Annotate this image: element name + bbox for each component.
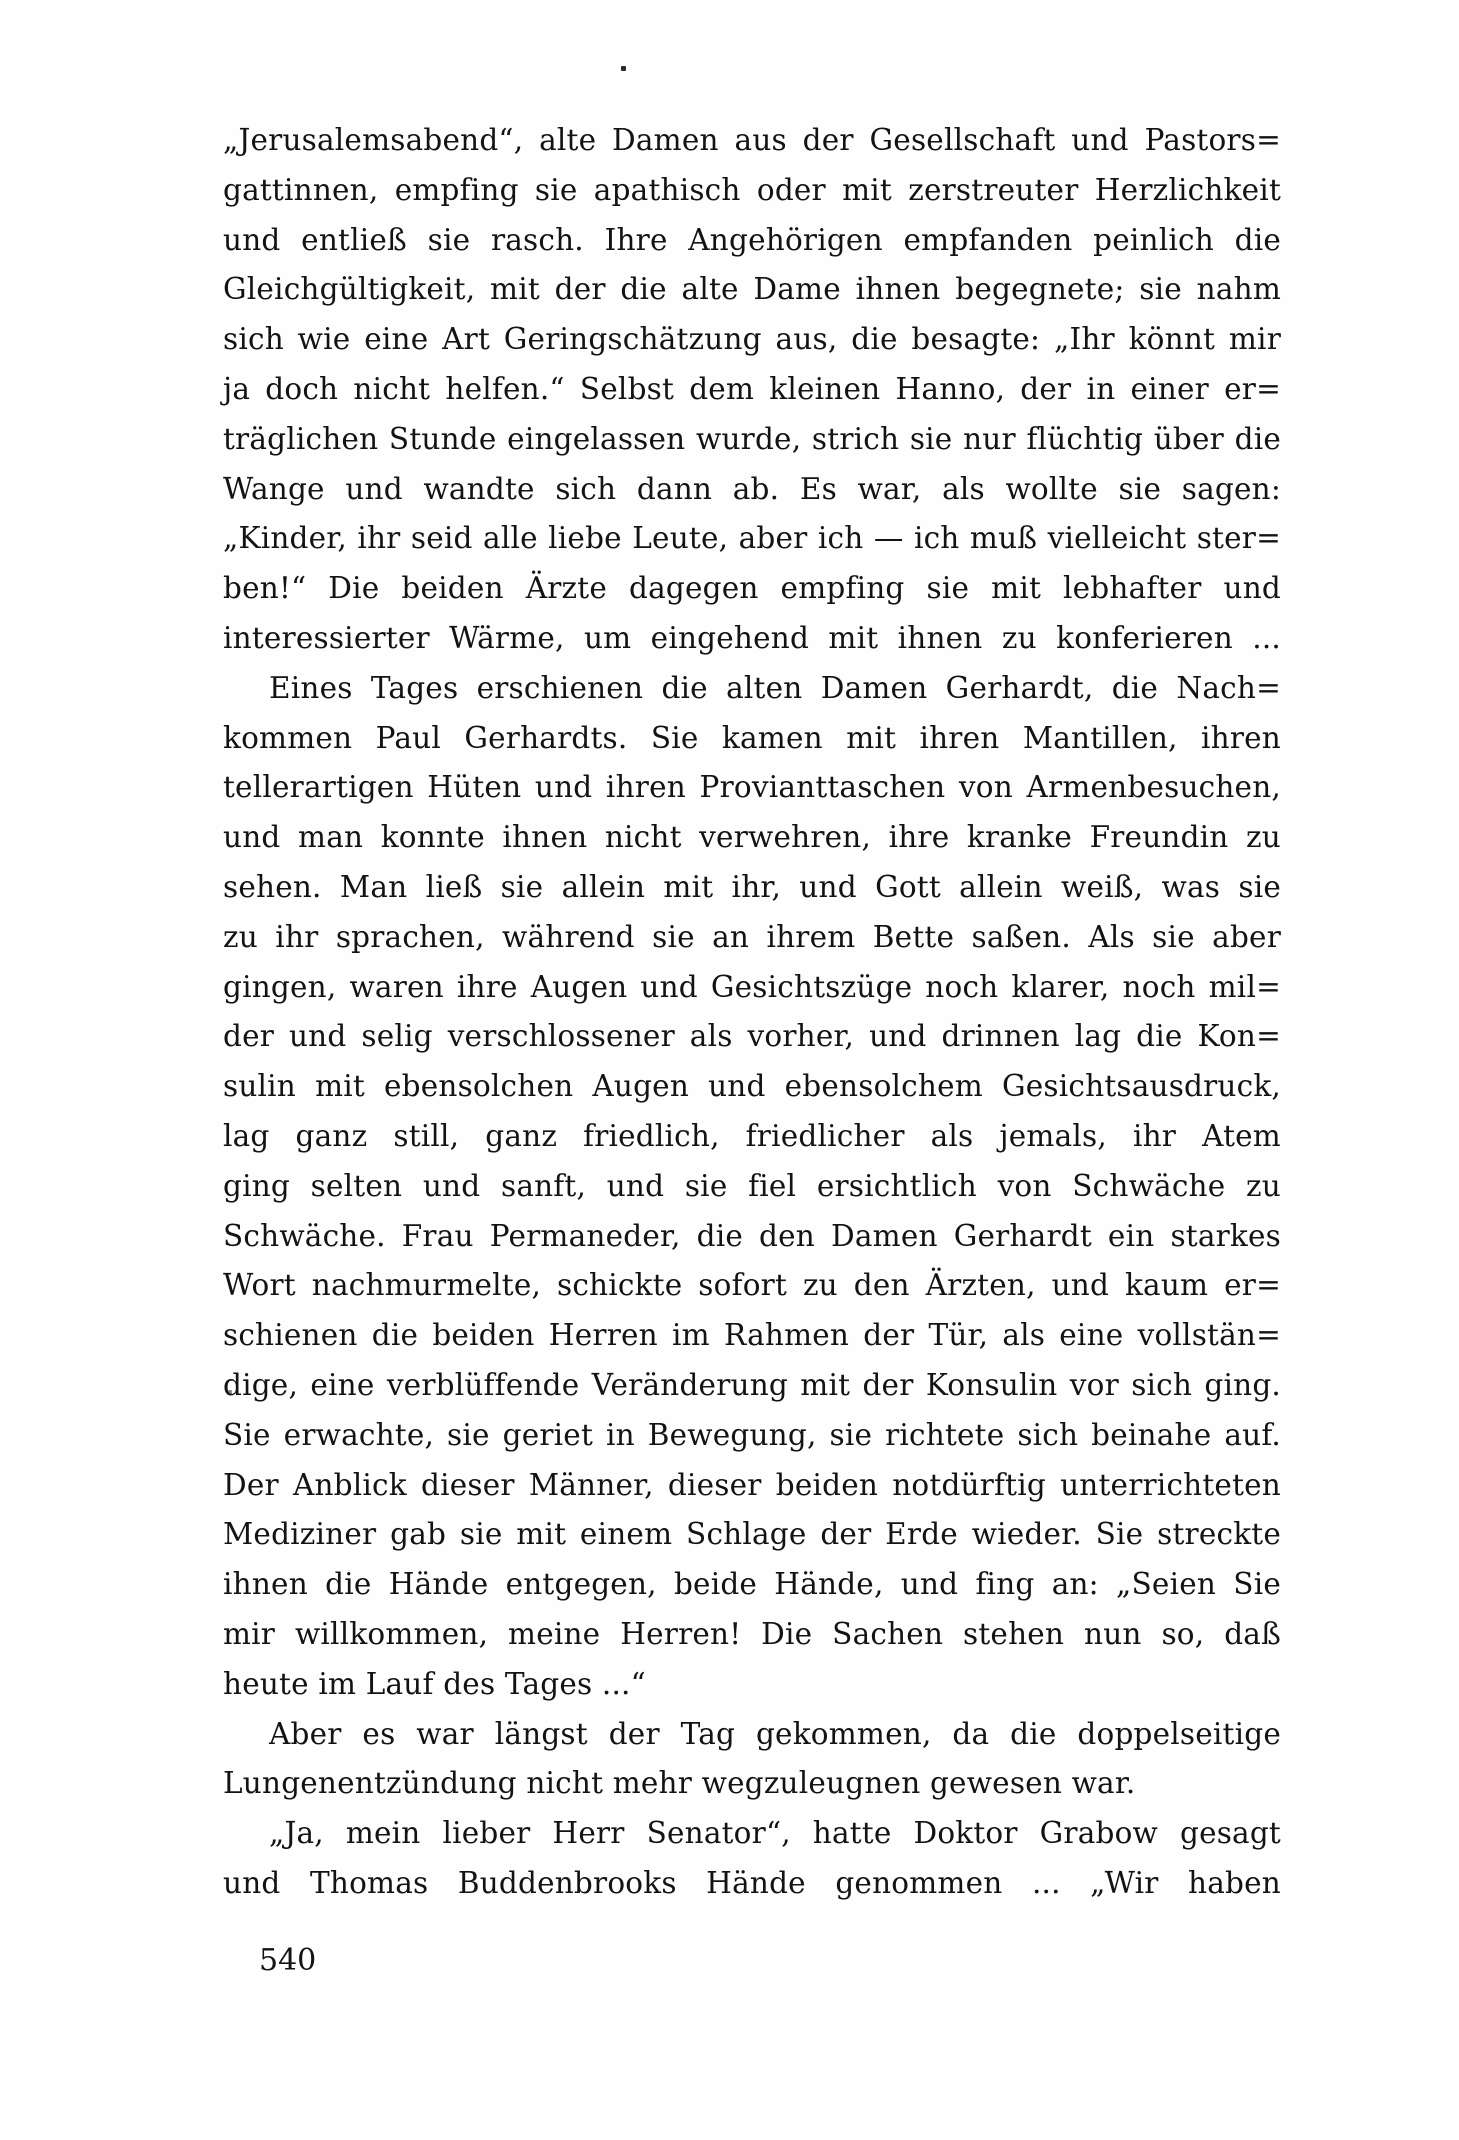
text-block bbox=[223, 116, 1281, 1909]
text-line: ben!“ Die beiden Ärzte dagegen empfing sie mit lebhafter und bbox=[223, 571, 1281, 606]
text-line: Aber es war längst der Tag gekommen, da die doppelseitige bbox=[269, 1716, 1281, 1751]
text-line: Wort nachmurmelte, schickte sofort zu den Ärzten, und kaum er= bbox=[223, 1268, 1281, 1303]
text-line: träglichen Stunde eingelassen wurde, strich sie nur flüchtig über die bbox=[223, 421, 1281, 456]
text-line: sehen. Man ließ sie allein mit ihr, und Gott allein weiß, was sie bbox=[223, 869, 1281, 904]
text-line: Lungenentzündung nicht mehr wegzuleugnen gewesen war. bbox=[223, 1766, 1136, 1801]
text-line: sulin mit ebensolchen Augen und ebensolchem Gesichtsausdruck, bbox=[223, 1069, 1281, 1104]
text-line: Gleichgültigkeit, mit der die alte Dame ihnen begegnete; sie nahm bbox=[223, 272, 1281, 307]
text-line: „Kinder, ihr seid alle liebe Leute, aber ich — ich muß vielleicht ster= bbox=[223, 521, 1281, 556]
page-number: 540 bbox=[259, 1943, 317, 1978]
text-line: Schwäche. Frau Permaneder, die den Damen Gerhardt ein starkes bbox=[223, 1218, 1281, 1253]
text-line: gingen, waren ihre Augen und Gesichtszüge noch klarer, noch mil= bbox=[223, 969, 1281, 1004]
text-line: und entließ sie rasch. Ihre Angehörigen empfanden peinlich die bbox=[223, 222, 1281, 257]
print-speck bbox=[621, 66, 626, 71]
text-line: der und selig verschlossener als vorher, und drinnen lag die Kon= bbox=[223, 1019, 1281, 1054]
text-line: Eines Tages erschienen die alten Damen Gerhardt, die Nach= bbox=[269, 670, 1281, 705]
text-line: Der Anblick dieser Männer, dieser beiden notdürftig unterrichteten bbox=[223, 1467, 1281, 1502]
text-line: ja doch nicht helfen.“ Selbst dem kleinen Hanno, der in einer er= bbox=[223, 371, 1281, 406]
text-line: Wange und wandte sich dann ab. Es war, als wollte sie sagen: bbox=[223, 471, 1281, 506]
text-line: lag ganz still, ganz friedlich, friedlicher als jemals, ihr Atem bbox=[223, 1118, 1281, 1153]
text-line: ihnen die Hände entgegen, beide Hände, und fing an: „Seien Sie bbox=[223, 1567, 1281, 1602]
text-line: interessierter Wärme, um eingehend mit ihnen zu konferieren ... bbox=[223, 620, 1281, 655]
text-line: kommen Paul Gerhardts. Sie kamen mit ihren Mantillen, ihren bbox=[223, 720, 1281, 755]
text-line: dige, eine verblüffende Veränderung mit der Konsulin vor sich ging. bbox=[223, 1367, 1281, 1402]
text-line: Sie erwachte, sie geriet in Bewegung, sie richtete sich beinahe auf. bbox=[223, 1417, 1281, 1452]
text-line: schienen die beiden Herren im Rahmen der Tür, als eine vollstän= bbox=[223, 1318, 1281, 1353]
text-line: zu ihr sprachen, während sie an ihrem Bette saßen. Als sie aber bbox=[223, 919, 1281, 954]
text-line: heute im Lauf des Tages ...“ bbox=[223, 1666, 646, 1701]
text-line: ging selten und sanft, und sie fiel ersichtlich von Schwäche zu bbox=[223, 1168, 1281, 1203]
text-line: sich wie eine Art Geringschätzung aus, die besagte: „Ihr könnt mir bbox=[223, 322, 1281, 357]
text-line: und Thomas Buddenbrooks Hände genommen ... „Wir haben bbox=[223, 1865, 1281, 1900]
text-line: Mediziner gab sie mit einem Schlage der Erde wieder. Sie streckte bbox=[223, 1517, 1281, 1552]
text-line: und man konnte ihnen nicht verwehren, ihre kranke Freundin zu bbox=[223, 820, 1281, 855]
text-line: tellerartigen Hüten und ihren Provianttaschen von Armenbesuchen, bbox=[223, 770, 1281, 805]
text-line: „Jerusalemsabend“, alte Damen aus der Gesellschaft und Pastors= bbox=[223, 123, 1281, 157]
text-line: mir willkommen, meine Herren! Die Sachen stehen nun so, daß bbox=[223, 1616, 1281, 1651]
text-line: „Ja, mein lieber Herr Senator“, hatte Doktor Grabow gesagt bbox=[269, 1816, 1281, 1851]
text-line: gattinnen, empfing sie apathisch oder mit zerstreuter Herzlichkeit bbox=[223, 172, 1281, 207]
